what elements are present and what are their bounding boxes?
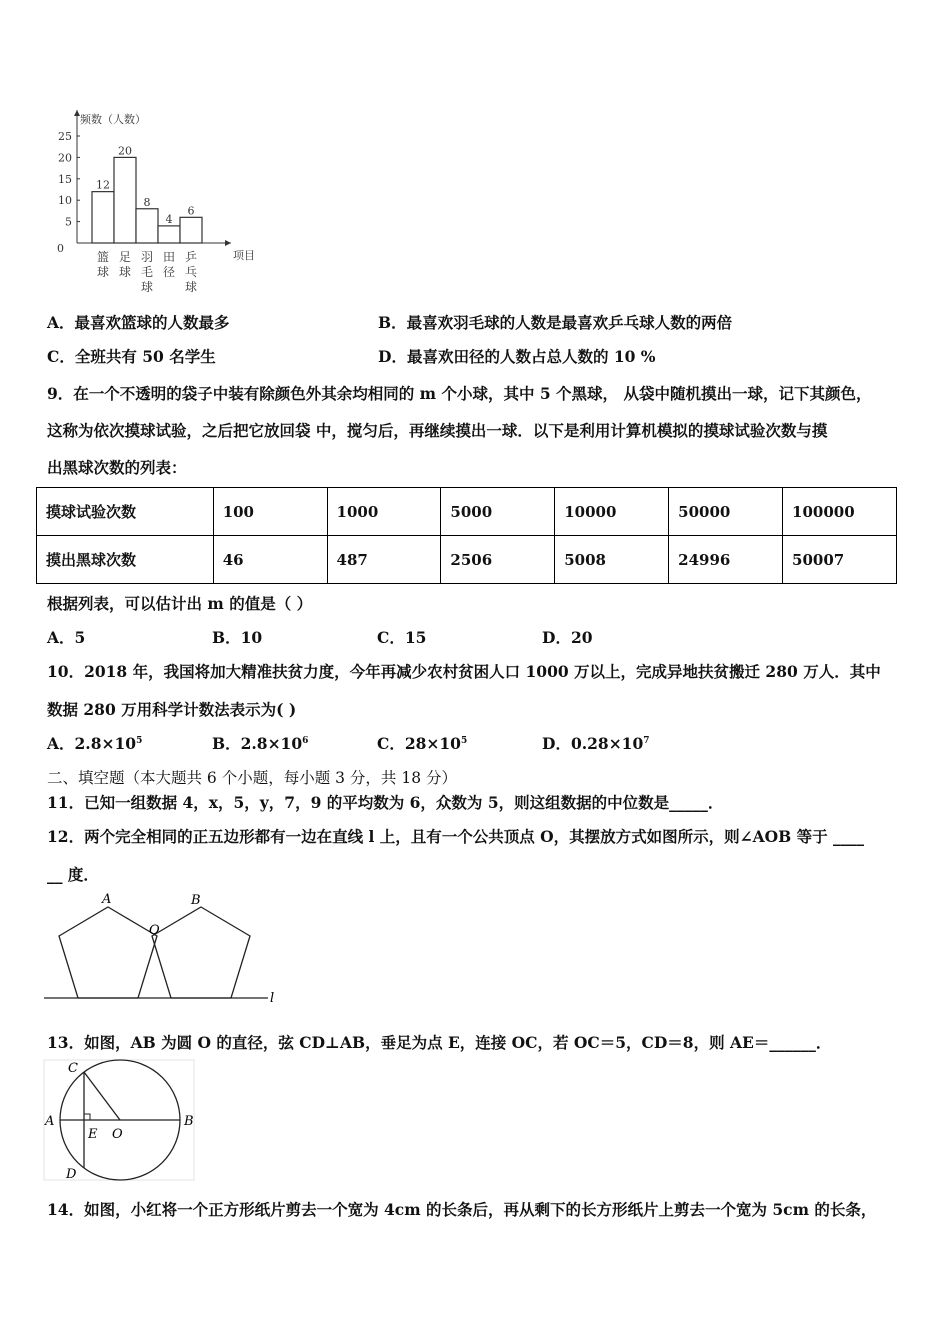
bar-value-label: 4 (165, 212, 173, 226)
table-cell: 5000 (441, 488, 555, 536)
table-cell: 摸出黑球次数 (37, 536, 214, 584)
y-tick-label: 0 (57, 242, 64, 255)
q9-option-c: C．15 (377, 628, 427, 647)
category-label: 球 (96, 265, 110, 279)
q9-line2: 这称为依次摸球试验，之后把它放回袋 中，搅匀后，再继续摸出一球．以下是利用计算机模拟的摸球试验次数与摸 (47, 421, 828, 440)
q9-option-a: A．5 (47, 628, 86, 647)
q9-line3: 出黑球次数的列表： (47, 458, 187, 477)
category-label: 田 (162, 250, 176, 264)
pentagon-left (59, 907, 157, 998)
q14-text: 14．如图，小红将一个正方形纸片剪去一个宽为 4cm 的长条后，再从剩下的长方形纸片上剪去一个宽为 5cm 的长条， (47, 1200, 877, 1219)
label-o: O (149, 923, 160, 938)
bar-value-label: 8 (143, 195, 151, 209)
category-label: 球 (118, 265, 132, 279)
table-cell: 2506 (441, 536, 555, 584)
q9-table (36, 487, 897, 584)
table-cell: 1000 (327, 488, 441, 536)
section-heading: 二、填空题（本大题共 6 个小题，每小题 3 分，共 18 分） (47, 769, 458, 787)
table-cell: 100 (213, 488, 327, 536)
table-cell: 46 (213, 536, 327, 584)
q8-option-b: B．最喜欢羽毛球的人数是最喜欢乒乓球人数的两倍 (378, 313, 733, 332)
table-row (37, 536, 897, 584)
table-row (37, 488, 897, 536)
table-cell: 摸球试验次数 (37, 488, 214, 536)
q9-question: 根据列表，可以估计出 m 的值是（ ） (47, 594, 313, 613)
q9-line1: 9．在一个不透明的袋子中装有除颜色外其余均相同的 m 个小球，其中 5 个黑球， 从袋中随机摸出一球，记下其颜色， (47, 384, 872, 403)
category-label: 毛 (140, 265, 154, 279)
q13-text: 13．如图，AB 为圆 O 的直径，弦 CD⊥AB，垂足为点 E，连接 OC，若 OC＝5，CD＝8，则 AE＝______． (47, 1033, 832, 1052)
category-label: 球 (184, 280, 198, 294)
category-label: 足 (118, 250, 132, 264)
bar-value-label: 6 (187, 204, 195, 218)
category-label: 篮 (96, 250, 110, 264)
bar-value-label: 12 (96, 178, 110, 192)
table-cell: 5008 (555, 536, 669, 584)
label-a: A (45, 1114, 55, 1129)
y-tick-label: 5 (65, 215, 72, 229)
q12-line1: 12．两个完全相同的正五边形都有一边在直线 l 上，且有一个公共顶点 O，其摆放方式如图所示，则∠AOB 等于 ____ (47, 827, 865, 846)
label-c: C (68, 1061, 78, 1076)
y-tick-label: 15 (58, 172, 72, 186)
q8-option-a: A．最喜欢篮球的人数最多 (47, 313, 230, 332)
label-l: l (270, 991, 275, 1006)
category-label: 径 (162, 265, 176, 279)
table-cell: 100000 (783, 488, 897, 536)
table-cell: 24996 (669, 536, 783, 584)
bar (180, 217, 202, 243)
chart-bars (92, 144, 202, 294)
table-cell: 50007 (783, 536, 897, 584)
q11-text: 11．已知一组数据 4，x，5，y，7，9 的平均数为 6，众数为 5，则这组数据的中位数是_____． (47, 793, 724, 812)
bar-value-label: 20 (118, 144, 132, 158)
label-a: A (102, 892, 112, 907)
bar (158, 226, 180, 243)
x-axis-label: 项目 (233, 249, 255, 262)
y-tick-label: 25 (58, 130, 72, 143)
table-cell: 10000 (555, 488, 669, 536)
circle-figure (40, 1058, 200, 1184)
bar-chart (45, 108, 265, 298)
q10-option-d: D．$0.28\times 10^7$ (542, 734, 650, 753)
x-axis-arrow (225, 240, 231, 246)
label-o: O (112, 1127, 123, 1142)
y-tick-label: 20 (58, 151, 72, 165)
label-d: D (66, 1167, 77, 1182)
category-label: 球 (140, 280, 154, 294)
table-cell: 487 (327, 536, 441, 584)
right-angle-mark (84, 1114, 90, 1120)
y-axis-label: 频数（人数） (80, 113, 146, 126)
q8-option-d: D．最喜欢田径的人数占总人数的 10 % (378, 347, 656, 366)
q10-option-c: C．$28\times 10^5$ (377, 734, 468, 753)
bar (136, 209, 158, 243)
pentagon-figure (40, 888, 290, 1008)
segment-oc (84, 1072, 120, 1120)
bar (92, 192, 114, 243)
category-label: 羽 (140, 250, 154, 264)
q8-option-c: C．全班共有 50 名学生 (47, 347, 216, 366)
q9-option-d: D．20 (542, 628, 593, 647)
q12-line2: __ 度． (47, 865, 99, 884)
pentagon-right (152, 907, 250, 998)
y-tick-label: 10 (58, 194, 72, 208)
q10-option-b: B．$2.8\times 10^6$ (212, 734, 309, 753)
category-label: 乒 (184, 250, 198, 264)
category-label: 乓 (184, 265, 198, 279)
q10-line2: 数据 280 万用科学计数法表示为( ) (47, 700, 297, 719)
label-e: E (88, 1127, 98, 1142)
label-b: B (191, 893, 201, 908)
label-b: B (184, 1114, 194, 1129)
q10-line1: 10．2018 年，我国将加大精准扶贫力度，今年再减少农村贫困人口 1000 万以上，完成异地扶贫搬迁 280 万人．其中 (47, 662, 881, 681)
table-cell: 50000 (669, 488, 783, 536)
bar (114, 157, 136, 243)
q10-option-a: A．$2.8\times 10^5$ (47, 734, 143, 753)
q9-option-b: B．10 (212, 628, 263, 647)
